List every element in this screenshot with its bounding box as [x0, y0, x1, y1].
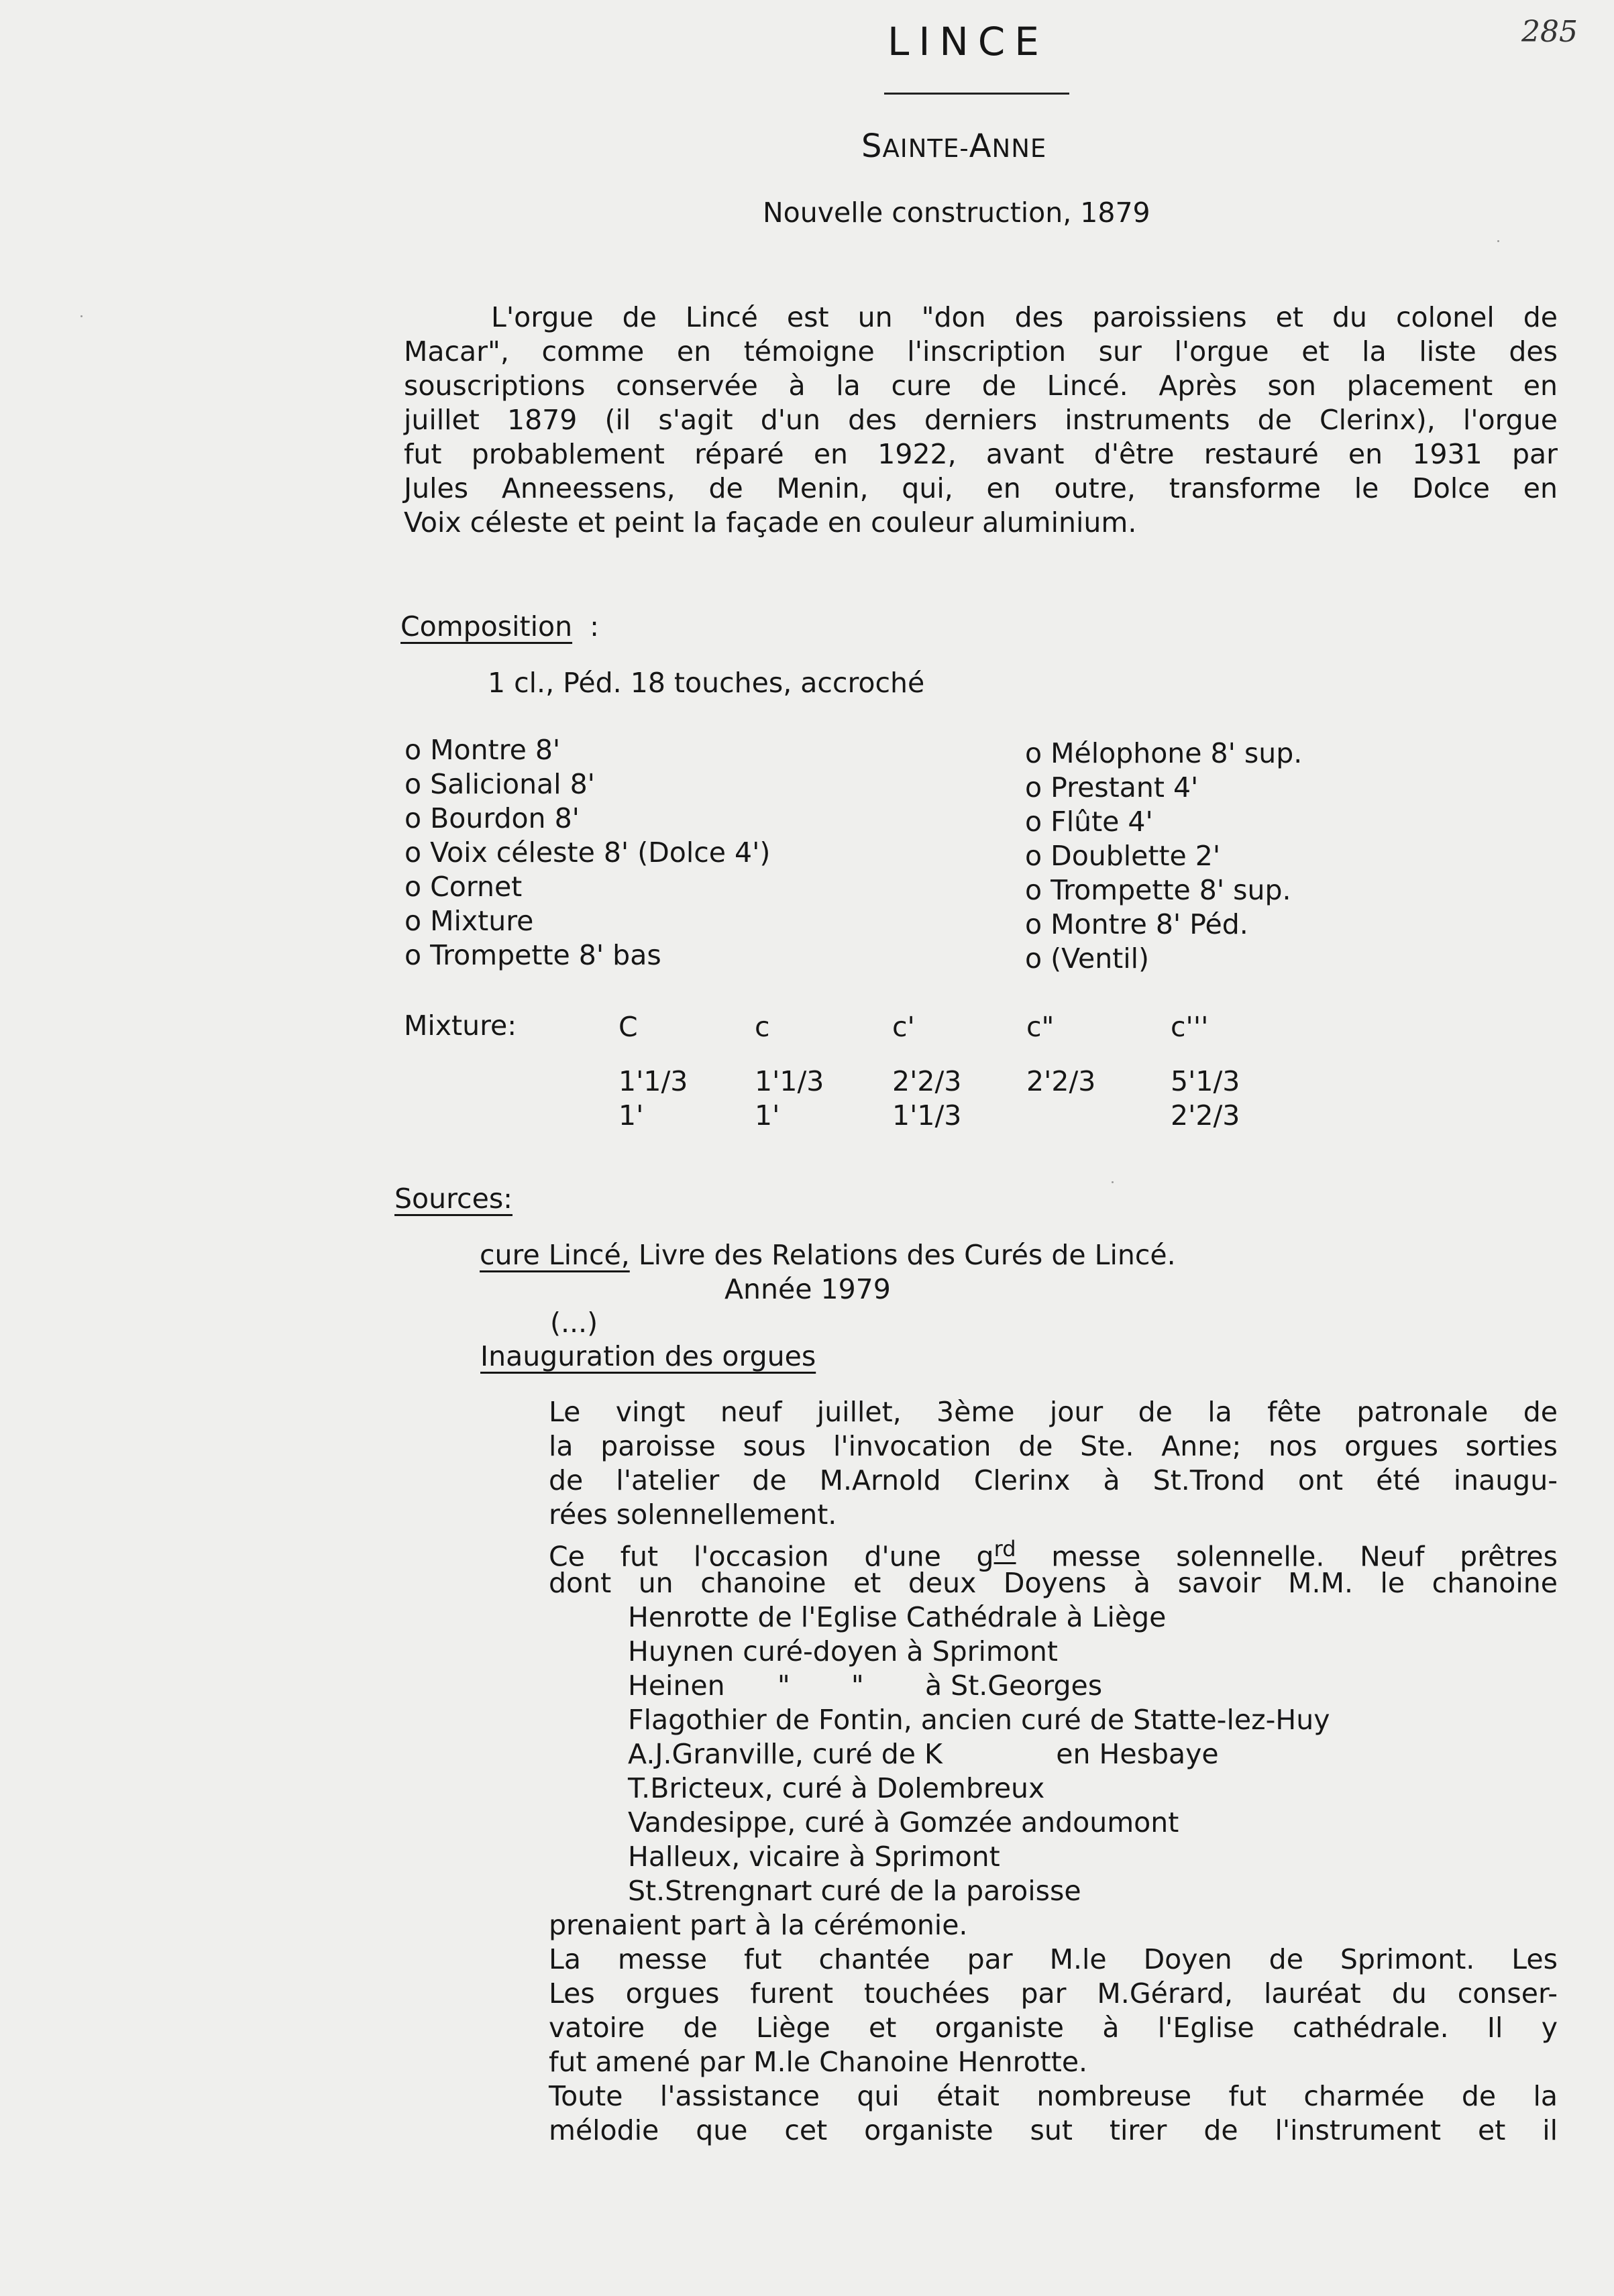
- priest-line: A.J.Granville, curé de K en Hesbaye: [628, 1738, 1219, 1770]
- mixture-cell: 1'1/3: [618, 1065, 688, 1097]
- stop-item: o Montre 8' Péd.: [1025, 908, 1248, 940]
- quote-line: Ce fut l'occasion d'une $g^{rd}$ messe solennelle. Neuf prêtres: [549, 1536, 1558, 1573]
- quote-line: la paroisse sous l'invocation de Ste. Anne; nos orgues sorties: [549, 1430, 1558, 1462]
- mixture-header: c': [892, 1011, 915, 1043]
- stop-item: o Mixture: [405, 905, 534, 937]
- composition-heading: Composition :: [400, 610, 599, 643]
- mixture-cell: 1'1/3: [755, 1065, 824, 1097]
- quote-line: de l'atelier de M.Arnold Clerinx à St.Trond ont été inaugu-: [549, 1464, 1558, 1496]
- mixture-cell: 1': [618, 1099, 644, 1132]
- intro-line: Macar", comme en témoigne l'inscription sur l'orgue et la liste des: [404, 335, 1558, 368]
- mixture-cell: 5'1/3: [1171, 1065, 1240, 1097]
- intro-line: souscriptions conservée à la cure de Lincé. Après son placement en: [404, 370, 1558, 402]
- paper-speck: [1497, 240, 1499, 242]
- paper-speck: [80, 315, 83, 317]
- stop-item: o Trompette 8' sup.: [1025, 874, 1291, 906]
- stop-item: o (Ventil): [1025, 942, 1150, 975]
- title-rule: [884, 93, 1069, 95]
- stops-right-column: [1025, 736, 1302, 976]
- stop-item: o Flûte 4': [1025, 806, 1153, 838]
- paper-speck: [1112, 1181, 1114, 1183]
- quote-line: vatoire de Liège et organiste à l'Eglise cathédrale. Il y: [549, 2012, 1558, 2044]
- priest-line: Vandesippe, curé à Gomzée andoumont: [628, 1806, 1179, 1839]
- priest-line: Heinen " " à St.Georges: [628, 1670, 1103, 1702]
- stop-item: o Montre 8': [405, 734, 561, 766]
- mixture-cell: 1'1/3: [892, 1099, 962, 1132]
- intro-line: Voix céleste et peint la façade en couleur aluminium.: [404, 506, 1137, 539]
- quote-block: [549, 1395, 1558, 2148]
- quote-line: Les orgues furent touchées par M.Gérard, lauréat du conser-: [549, 1977, 1558, 2010]
- mixture-header: c''': [1171, 1011, 1209, 1043]
- quote-line: fut amené par M.le Chanoine Henrotte.: [549, 2046, 1088, 2078]
- mixture-cell: 2'2/3: [892, 1065, 962, 1097]
- priest-line: Halleux, vicaire à Sprimont: [628, 1841, 1000, 1873]
- sources-heading: Sources:: [394, 1183, 513, 1215]
- stop-item: o Mélophone 8' sup.: [1025, 737, 1303, 769]
- stop-item: o Bourdon 8': [405, 802, 580, 834]
- quote-line: Toute l'assistance qui était nombreuse fut charmée de la: [549, 2080, 1558, 2112]
- quote-line: prenaient part à la cérémonie.: [549, 1909, 968, 1941]
- priest-line: St.Strengnart curé de la paroisse: [628, 1875, 1081, 1907]
- source-reference: cure Lincé, Livre des Relations des Curés de Lincé.: [480, 1239, 1176, 1271]
- quote-line: Le vingt neuf juillet, 3ème jour de la fête patronale de: [549, 1396, 1558, 1428]
- intro-paragraph: [404, 300, 1558, 540]
- quote-line: mélodie que cet organiste sut tirer de l'instrument et il: [549, 2114, 1558, 2146]
- mixture-header: C: [618, 1011, 638, 1043]
- stop-item: o Prestant 4': [1025, 771, 1199, 804]
- intro-line: Jules Anneessens, de Menin, qui, en outre, transforme le Dolce en: [404, 472, 1558, 504]
- stop-item: o Salicional 8': [405, 768, 595, 800]
- intro-line: fut probablement réparé en 1922, avant d'être restauré en 1931 par: [404, 438, 1558, 470]
- page-title: LINCE: [887, 19, 1048, 64]
- quote-line: dont un chanoine et deux Doyens à savoir M.M. le chanoine: [549, 1567, 1558, 1599]
- mixture-cell: 2'2/3: [1171, 1099, 1240, 1132]
- mixture-label: Mixture:: [404, 1009, 517, 1042]
- composition-summary: 1 cl., Péd. 18 touches, accroché: [488, 667, 925, 699]
- intro-line: L'orgue de Lincé est un "don des paroissiens et du colonel de: [491, 301, 1558, 333]
- priest-line: Flagothier de Fontin, ancien curé de Statte-lez-Huy: [628, 1704, 1330, 1736]
- quote-line: rées solennellement.: [549, 1498, 837, 1531]
- stop-item: o Voix céleste 8' (Dolce 4'): [405, 836, 771, 869]
- page-number: 285: [1521, 15, 1578, 49]
- intro-line: juillet 1879 (il s'agit d'un des derniers instruments de Clerinx), l'orgue: [404, 404, 1558, 436]
- stop-item: o Doublette 2': [1025, 840, 1221, 872]
- stop-item: o Trompette 8' bas: [405, 939, 661, 971]
- mixture-header: c": [1026, 1011, 1055, 1043]
- construction-note: Nouvelle construction, 1879: [763, 197, 1150, 229]
- source-year: Année 1979: [724, 1273, 891, 1305]
- quote-line: La messe fut chantée par M.le Doyen de Sprimont. Les: [549, 1943, 1558, 1975]
- priest-line: Huynen curé-doyen à Sprimont: [628, 1635, 1058, 1668]
- mixture-cell: 2'2/3: [1026, 1065, 1096, 1097]
- priest-line: T.Bricteux, curé à Dolembreux: [628, 1772, 1045, 1804]
- inauguration-heading: Inauguration des orgues: [480, 1340, 816, 1372]
- church-name: SAINTE-ANNE: [861, 127, 1047, 165]
- mixture-header: c: [755, 1011, 770, 1043]
- stop-item: o Cornet: [405, 871, 523, 903]
- mixture-cell: 1': [755, 1099, 780, 1132]
- stops-left-column: [405, 733, 770, 973]
- priest-line: Henrotte de l'Eglise Cathédrale à Liège: [628, 1601, 1167, 1633]
- source-ellipsis: (...): [550, 1307, 598, 1339]
